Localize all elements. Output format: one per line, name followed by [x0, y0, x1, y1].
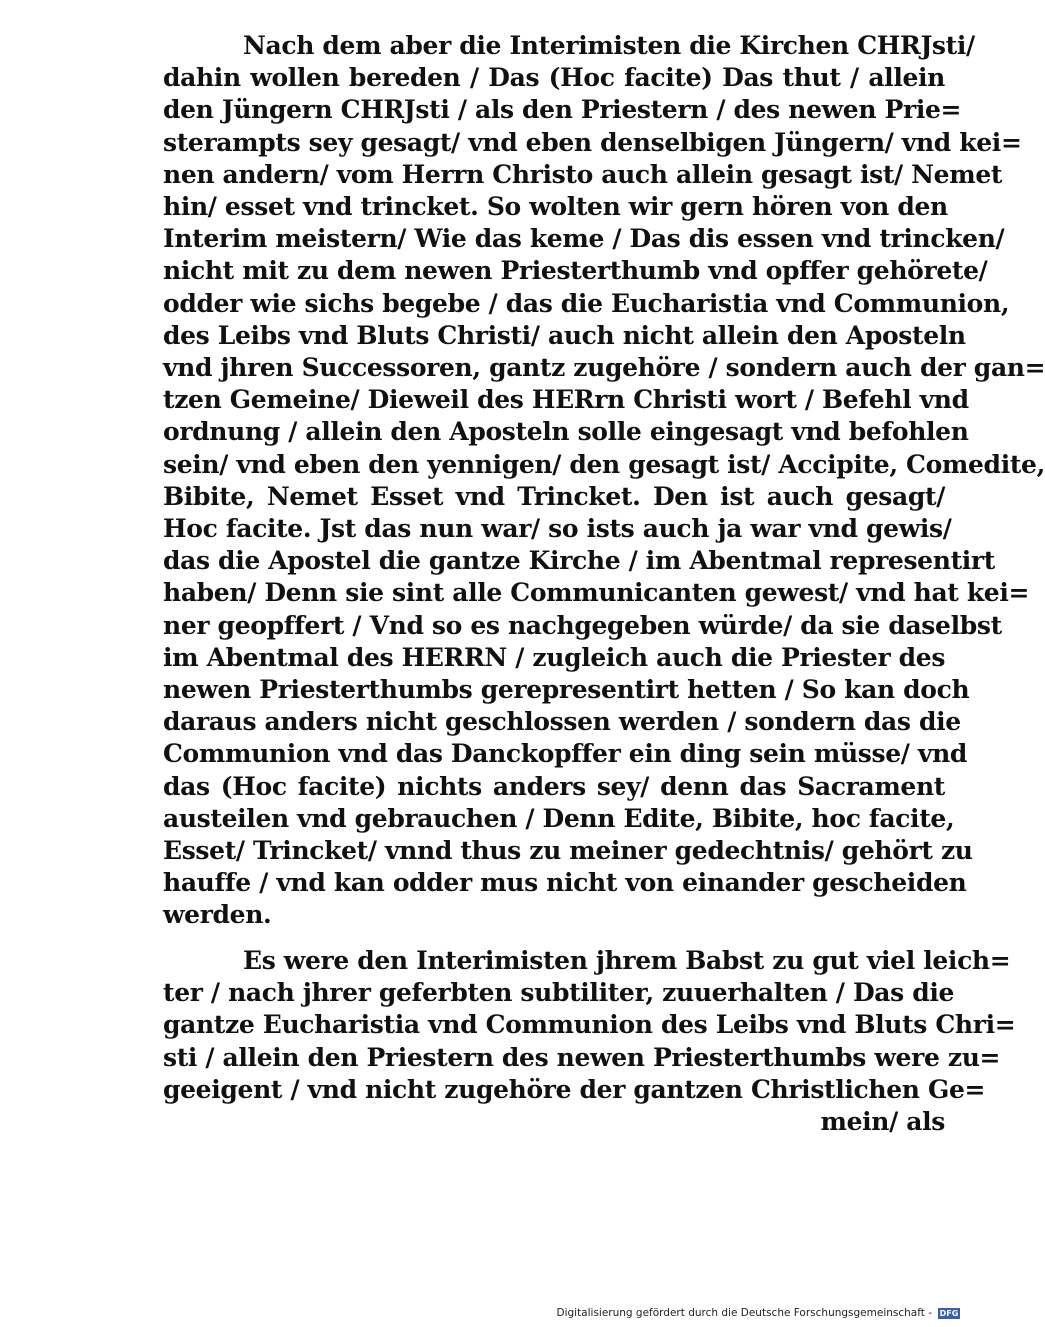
text-line: odder wie sichs begebe / das die Eucharistia vnd Communion,: [163, 288, 1010, 318]
text-line: gantze Eucharistia vnd Communion des Leibs vnd Bluts Chri=: [163, 1010, 1016, 1040]
text-line: austeilen vnd gebrauchen / Denn Edite, Bibite, hoc facite,: [163, 803, 955, 833]
dfg-logo-icon: DFG: [939, 1308, 959, 1318]
text-line: geeigent / vnd nicht zugehöre der gantzen Christlichen Ge=: [163, 1074, 986, 1104]
text-line: haben/ Denn sie sint alle Communicanten gewest/ vnd hat kei=: [163, 578, 1030, 608]
text-line: sterampts sey gesagt/ vnd eben denselbigen Jüngern/ vnd kei=: [163, 127, 1022, 157]
digitization-footer: [556, 1307, 960, 1319]
text-line: Hoc facite. Jst das nun war/ so ists auch ja war vnd gewis/: [163, 514, 952, 544]
text-line: nen andern/ vom Herrn Christo auch allein gesagt ist/ Nemet: [163, 159, 1003, 189]
text-line: tzen Gemeine/ Dieweil des HERrn Christi wort / Befehl vnd: [163, 385, 969, 415]
text-line: sti / allein den Priestern des newen Priesterthumbs were zu=: [163, 1042, 1001, 1072]
text-line: Communion vnd das Danckopffer ein ding sein müsse/ vnd: [163, 739, 968, 769]
text-line: daraus anders nicht geschlossen werden / sondern das die: [163, 707, 961, 737]
text-line: hin/ esset vnd trincket. So wolten wir gern hören von den: [163, 192, 948, 222]
text-line: Esset/ Trincket/ vnnd thus zu meiner gedechtnis/ gehört zu: [163, 836, 973, 866]
text-line: ter / nach jhrer geferbten subtiliter, zuuerhalten / Das die: [163, 978, 955, 1008]
text-line: Nach dem aber die Interimisten die Kirchen CHRJsti/: [243, 31, 975, 60]
text-line: Interim meistern/ Wie das keme / Das dis essen vnd trincken/: [163, 224, 1005, 254]
text-line: dahin wollen bereden / Das (Hoc facite) Das thut / allein: [163, 63, 945, 93]
paragraph-2: [163, 945, 1016, 1138]
paragraph-1: [163, 30, 1045, 932]
text-line: das (Hoc facite) nichts anders sey/ denn das Sacrament: [163, 771, 945, 801]
text-line: das die Apostel die gantze Kirche / im Abentmal representirt: [163, 546, 995, 576]
footer-credit-text: Digitalisierung gefördert durch die Deutsche Forschungsgemeinschaft -: [556, 1307, 932, 1319]
text-line: Es were den Interimisten jhrem Babst zu gut viel leich=: [243, 946, 1011, 975]
text-line: den Jüngern CHRJsti / als den Priestern / des newen Prie=: [163, 95, 962, 125]
text-line: mein/ als: [820, 1107, 945, 1137]
text-line: Bibite, Nemet Esset vnd Trincket. Den ist auch gesagt/: [163, 481, 945, 511]
text-line: ordnung / allein den Aposteln solle eingesagt vnd befohlen: [163, 417, 969, 447]
text-line: ner geopffert / Vnd so es nachgegeben würde/ da sie daselbst: [163, 610, 1002, 640]
text-line: nicht mit zu dem newen Priesterthumb vnd opffer gehörete/: [163, 256, 988, 286]
text-line: vnd jhren Successoren, gantz zugehöre / sondern auch der gan=: [163, 353, 1045, 383]
text-line: werden.: [163, 900, 272, 930]
text-line: newen Priesterthumbs gerepresentirt hetten / So kan doch: [163, 675, 970, 705]
text-line: im Abentmal des HERRN / zugleich auch die Priester des: [163, 642, 946, 672]
text-line: des Leibs vnd Bluts Christi/ auch nicht allein den Aposteln: [163, 320, 966, 350]
text-line: hauffe / vnd kan odder mus nicht von einander gescheiden: [163, 868, 967, 898]
text-line: sein/ vnd eben den yennigen/ den gesagt ist/ Accipite, Comedite,: [163, 449, 1045, 479]
